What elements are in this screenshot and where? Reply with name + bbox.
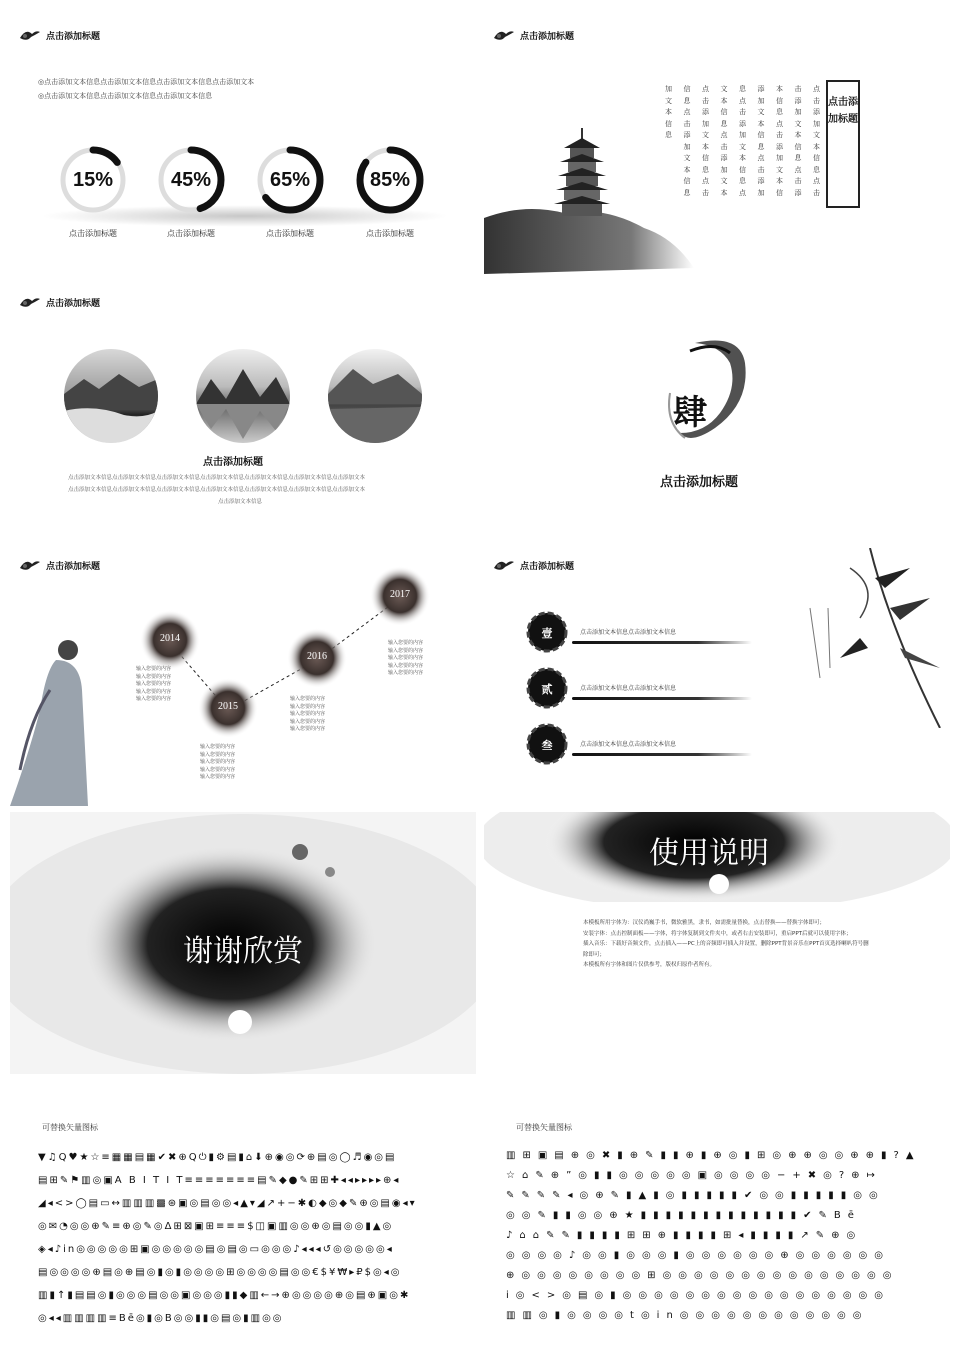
- text-line-1: ◎点击添加文本信息点击添加文本信息点击添加文本信息点击添加文本: [38, 78, 255, 86]
- section-title: 点击添加标题: [660, 475, 739, 490]
- icon-row: i◎<>◎▤◎▮◎◎◎◎◎◎◎◎◎◎◎◎◎◎◎◎◎: [506, 1290, 890, 1301]
- thanks-title: 谢谢欣赏: [183, 934, 303, 969]
- icon-row: ✎✎✎✎◂◎⊕✎▮▲▮◎▮▮▮▮▮✔◎◎▮▮▮▮▮◎◎: [506, 1190, 885, 1201]
- milestone-text: 输入您要的内容 输入您要的内容 输入您要的内容 输入您要的内容 输入您要的内容: [136, 666, 172, 702]
- icon-set-title: 可替换矢量图标: [42, 1123, 98, 1132]
- pagoda-landscape-image: [484, 118, 694, 274]
- milestone-node: [140, 610, 200, 670]
- mountain-photo-1: [64, 349, 158, 443]
- icon-row: ▤⊞✎⚑▥◎▣A B I T I T≡≡≡≡≡≡≡▤✎◆●✎⊞⊞✚◂◂▸▸▸▸⊕◂: [38, 1175, 401, 1186]
- usage-line: 插入音乐：下载好音频文件，点击插入——PC上的音频即可插入并设置，删除PPT背景音乐在PPT首页选择喇叭符号删除即可；: [583, 941, 869, 958]
- header-title: 点击添加标题: [520, 561, 575, 572]
- milestone-year: 2017: [390, 589, 410, 600]
- usage-line: 安装字体：点击控制面板——字体，将字体复制到文件夹中，或者右击安装即可，重启PPT后就可以使用字体；: [583, 930, 852, 937]
- icon-row: ▥▥◎▮◎◎◎◎t◎in◎◎◎◎◎◎◎◎◎◎◎◎: [506, 1310, 869, 1321]
- vertical-text-column: 文本信息点击添加文本: [720, 85, 728, 197]
- slide-header: [492, 26, 574, 44]
- milestone-text: 输入您要的内容 输入您要的内容 输入您要的内容 输入您要的内容 输入您要的内容: [290, 696, 326, 732]
- vertical-text-column: 息点击添加文本信息点: [739, 85, 746, 197]
- row-text: 点击添加文本信息点击添加文本信息: [580, 741, 677, 748]
- usage-title: 使用说明: [649, 836, 769, 871]
- ink-orchid-logo-icon: [18, 26, 42, 44]
- milestone-node: [198, 678, 258, 738]
- brush-stroke-divider: [572, 753, 752, 756]
- milestone-year: 2015: [218, 701, 238, 712]
- slide-header: [492, 556, 574, 574]
- ring-label: 点击添加标题: [167, 229, 215, 238]
- icon-row: ⊕◎◎◎◎◎◎◎◎⊞◎◎◎◎◎◎◎◎◎◎◎◎◎◎◎: [506, 1270, 899, 1281]
- icon-row: ◈◂♪in◎◎◎◎◎⊞▣◎◎◎◎◎▤◎▤◎▭◎◎◎♪◂◂◂↺◎◎◎◎◎◂: [38, 1244, 394, 1255]
- vertical-text-column: 信息点击添加文本信息: [683, 85, 691, 197]
- icon-row: ▤◎◎◎◎⊕▤◎⊕▤◎▮◎▮◎◎◎◎⊞◎◎◎◎▤◎◎€$¥₩▸₽$◎◂◎: [38, 1267, 402, 1278]
- icon-row: ◎◎✎▮▮◎◎⊕★▮▮▮▮▮▮▮▮▮▮▮▮▮✔✎Bē: [506, 1210, 861, 1221]
- slide-landscape-circles: [10, 285, 476, 547]
- numeral-seal: [526, 723, 568, 765]
- text-line-2: 点击添加文本信息点击添加文本信息点击添加文本信息点击添加文本信息点击添加文本信息点击添加文本信息点击添加文本: [68, 487, 366, 493]
- slide-numbered-list: [484, 548, 950, 810]
- milestone-node: [287, 628, 347, 688]
- icon-set-title: 可替换矢量图标: [516, 1123, 572, 1132]
- header-title: 点击添加标题: [520, 31, 575, 42]
- icon-row: ▥⊞▣▤⊕◎✖▮⊕✎▮▮⊕▮⊕◎▮⊞◎⊕⊕◎◎⊕⊕▮?▲: [506, 1150, 921, 1161]
- bamboo-painting-image: [790, 548, 950, 728]
- slide-timeline: [10, 548, 476, 810]
- text-line-3: 点击添加文本信息: [218, 499, 263, 505]
- icon-row: ▼♫Q♥★☆≡▦▦▤▦✔✖⊕Q⏻▮⚙▤▮⌂⬇⊕◉◎⟳⊕▤◎◯♬◉◎▤: [38, 1152, 397, 1163]
- icon-row: ☆⌂✎⊕”◎▮▮◎◎◎◎◎▣◎◎◎◎−+✖◎?⊕↦: [506, 1170, 882, 1181]
- vertical-text-column: 点击添加文本信息点击: [702, 85, 709, 197]
- icon-row: ♪⌂⌂✎✎▮▮▮▮⊞⊞⊕▮▮▮▮⊞◂▮▮▮▮↗✎⊕◎: [506, 1230, 863, 1241]
- icon-row: ◎✉◔◎◎⊕✎≡⊕◎✎◎Δ⊞⊠▣⊞≡≡≡$◫▣▥◎◎⊕◎▤◎◎▮▲◎: [38, 1221, 394, 1232]
- ring-label: 点击添加标题: [266, 229, 314, 238]
- mountain-photo-3: [328, 349, 422, 443]
- percent-value: 45%: [170, 169, 212, 191]
- vertical-text-column: 添加文本信息点击添加: [757, 85, 765, 197]
- milestone-text: 输入您要的内容 输入您要的内容 输入您要的内容 输入您要的内容 输入您要的内容: [388, 640, 424, 676]
- slide-section-four: [484, 285, 950, 547]
- slide-pagoda: [484, 18, 950, 280]
- vertical-title-frame: [826, 80, 860, 208]
- ink-orchid-logo-icon: [492, 556, 516, 574]
- section-number-char: 肆: [673, 393, 707, 433]
- ring-label: 点击添加标题: [69, 229, 117, 238]
- usage-line: 本模板所用字体为：汉仪尚巍手书，微软雅黑，隶书，如需批量替换，点击替换——替换字体即可；: [583, 920, 826, 926]
- slide-header: [18, 26, 100, 44]
- ring-label: 点击添加标题: [366, 229, 414, 238]
- ink-orchid-logo-icon: [18, 293, 42, 311]
- icon-row: ◢◂<>◯▤▭↔▥▥▥▩⊛▣◎▤◎◎◂▲▾◢↗+−✱◐◆◎◆✎⊕◎▤◉◂▾: [38, 1198, 417, 1209]
- slide-thanks: [10, 812, 476, 1074]
- brush-stroke-divider: [572, 641, 752, 644]
- slide-usage: [484, 812, 950, 1074]
- numeral-char: 壹: [541, 627, 553, 640]
- milestone-year: 2014: [160, 633, 180, 644]
- icon-row: ▥▮↑▮▤▤◎▮◎◎◎▤◎◎▣◎◎◎▮▮◆▥←→⊕◎◎◎◎⊕◎▤⊕▣◎✱: [38, 1290, 411, 1301]
- ink-orchid-logo-icon: [492, 26, 516, 44]
- mountain-photo-2: [196, 349, 290, 443]
- text-line-1: 点击添加文本信息点击添加文本信息点击添加文本信息点击添加文本信息点击添加文本信息点击添加文本信息点击添加文本: [68, 475, 366, 481]
- row-text: 点击添加文本信息点击添加文本信息: [580, 685, 677, 692]
- usage-instructions: [583, 918, 873, 971]
- header-title: 点击添加标题: [46, 31, 101, 42]
- percent-value: 65%: [269, 169, 311, 191]
- usage-line: 本模板所有字体和图片仅供参考，版权归原作者所有。: [583, 962, 716, 968]
- vertical-text-column: 击添加文本信息点击添: [794, 85, 802, 197]
- vertical-text-column: 本信息点击添加文本信: [776, 85, 783, 197]
- milestone-text: 输入您要的内容 输入您要的内容 输入您要的内容 输入您要的内容 输入您要的内容: [200, 744, 236, 780]
- percent-value: 15%: [72, 169, 114, 191]
- milestone-node: [370, 566, 430, 626]
- icon-row: ◎◎◎◎♪◎◎▮◎◎◎▮◎◎◎◎◎◎⊕◎◎◎◎◎◎: [506, 1250, 891, 1261]
- numeral-char: 贰: [541, 683, 553, 696]
- slide-percent-rings: [10, 18, 476, 280]
- numeral-seal: [526, 667, 568, 709]
- text-line-2: ◎点击添加文本信息点击添加文本信息点击添加文本信息: [38, 92, 213, 100]
- header-title: 点击添加标题: [46, 561, 101, 572]
- numeral-seal: [526, 611, 568, 653]
- icon-row: ◎◂◂▥▥▥▥≡Bē◎▮◎B◎◎▮▮◎▤◎▮▥◎◎: [38, 1313, 284, 1324]
- vertical-text-column: 加文本信息: [665, 85, 672, 139]
- slide-icon-set-a: [10, 1100, 476, 1340]
- vertical-title: 点击添加标题: [828, 97, 858, 125]
- brush-stroke-divider: [572, 697, 752, 700]
- numeral-char: 叁: [541, 739, 553, 752]
- header-title: 点击添加标题: [46, 298, 101, 309]
- slide-icon-set-b: [484, 1100, 950, 1340]
- percent-value: 85%: [369, 169, 411, 191]
- row-text: 点击添加文本信息点击添加文本信息: [580, 629, 677, 636]
- section-title: 点击添加标题: [203, 457, 263, 468]
- milestone-year: 2016: [307, 651, 327, 662]
- vertical-text-column: 点击添加文本信息点击: [813, 85, 820, 197]
- slide-header: [18, 293, 100, 311]
